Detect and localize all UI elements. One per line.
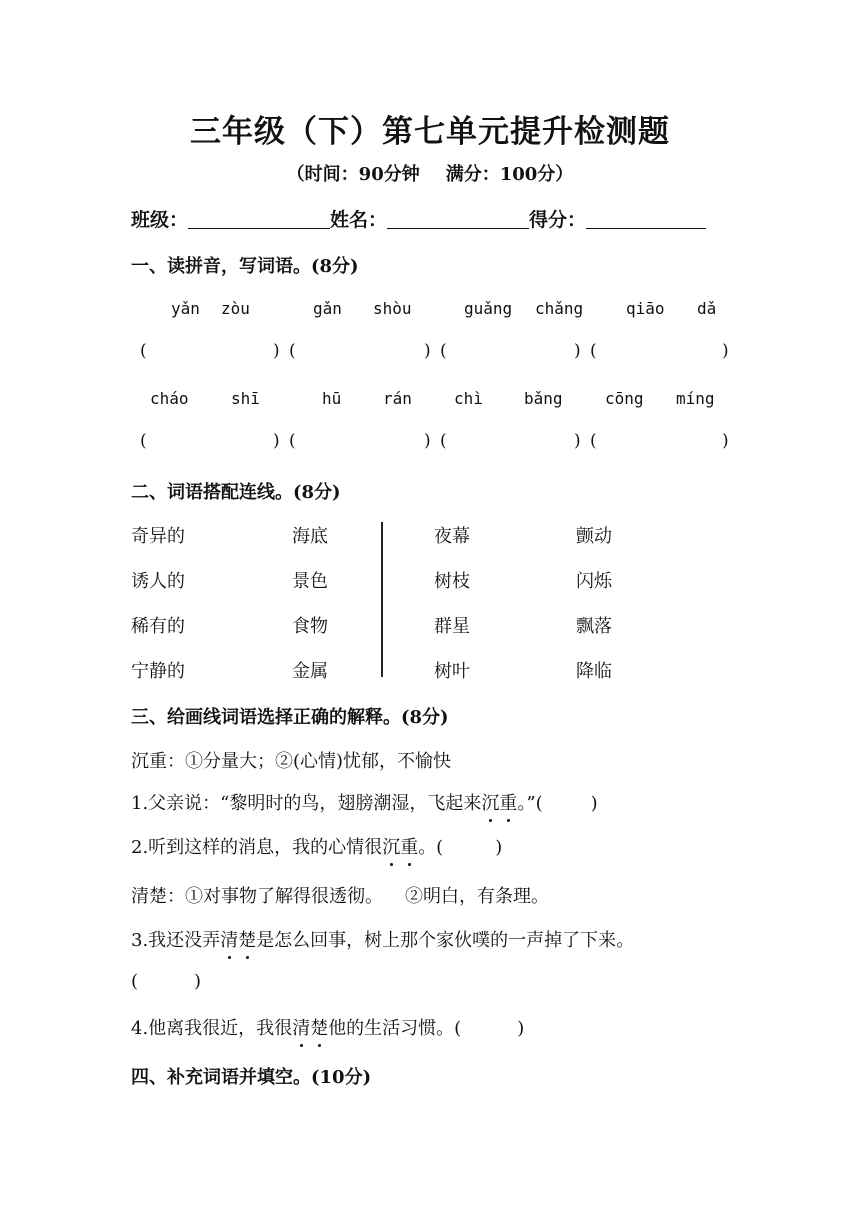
exam-full-score: 满分：100分） <box>445 164 574 185</box>
pinyin: chì <box>454 389 483 408</box>
score-blank[interactable] <box>586 208 706 229</box>
definition-qingchu: 清楚：①对事物了解得很透彻。 ②明白，有条理。 <box>131 886 549 907</box>
definition-chenzhong: 沉重：①分量大；②(心情)忧郁，不愉快 <box>131 751 452 772</box>
match-word[interactable]: 宁静的 <box>131 661 185 682</box>
question-1: 1.父亲说：“黎明时的鸟，翅膀潮湿，飞起来沉重。”( ) <box>131 789 598 815</box>
match-word[interactable]: 群星 <box>434 616 470 637</box>
dotted-char: 重 <box>400 833 418 859</box>
question-3: 3.我还没弄清楚是怎么回事，树上那个家伙噗的一声掉了下来。 <box>131 926 634 952</box>
answer-paren-open: ( <box>289 341 296 361</box>
section2-heading: 二、词语搭配连线。(8分) <box>131 482 341 503</box>
dotted-char: 重 <box>499 789 517 815</box>
pinyin: shòu <box>373 299 412 318</box>
question-4: 4.他离我很近，我很清楚他的生活习惯。( ) <box>131 1014 524 1040</box>
match-word[interactable]: 颤动 <box>576 526 612 547</box>
name-blank[interactable] <box>387 208 529 229</box>
match-word[interactable]: 奇异的 <box>131 526 185 547</box>
answer-paren-close: ) <box>273 431 280 451</box>
pinyin: chǎng <box>535 299 584 318</box>
match-word[interactable]: 诱人的 <box>131 571 185 592</box>
answer-paren-open: ( <box>289 431 296 451</box>
answer-paren-close: ) <box>574 431 581 451</box>
exam-meta <box>0 160 860 186</box>
question-2: 2.听到这样的消息，我的心情很沉重。( ) <box>131 833 502 859</box>
match-word[interactable]: 夜幕 <box>434 526 470 547</box>
dotted-char: 清 <box>292 1014 310 1040</box>
answer-paren-open: ( <box>590 341 597 361</box>
pinyin: guǎng <box>464 299 513 318</box>
section1-heading: 一、读拼音，写词语。(8分) <box>131 256 359 277</box>
answer-paren-close: ) <box>722 431 729 451</box>
dotted-char: 楚 <box>238 926 256 952</box>
match-word[interactable]: 树枝 <box>434 571 470 592</box>
pinyin: qiāo <box>626 299 665 318</box>
pinyin: rán <box>383 389 412 408</box>
pinyin: cháo <box>150 389 189 408</box>
answer-paren-close: ) <box>273 341 280 361</box>
exam-time: （时间：90分钟 <box>286 164 420 185</box>
pinyin: yǎn <box>171 299 200 318</box>
match-word[interactable]: 降临 <box>576 661 612 682</box>
dotted-char: 沉 <box>382 833 400 859</box>
dotted-char: 清 <box>220 926 238 952</box>
question-3-answer: ( ) <box>131 971 202 992</box>
answer-paren-close: ) <box>424 431 431 451</box>
name-label: 姓名： <box>330 209 388 231</box>
match-word[interactable]: 食物 <box>292 616 328 637</box>
dotted-char: 沉 <box>481 789 499 815</box>
class-label: 班级： <box>131 209 189 231</box>
answer-paren-open: ( <box>440 431 447 451</box>
pinyin: cōng <box>605 389 644 408</box>
pinyin: gǎn <box>313 299 342 318</box>
answer-paren-close: ) <box>722 341 729 361</box>
score-label: 得分： <box>529 209 587 231</box>
answer-paren-open: ( <box>140 431 147 451</box>
match-word[interactable]: 闪烁 <box>576 571 612 592</box>
column-divider <box>381 522 383 677</box>
match-word[interactable]: 海底 <box>292 526 328 547</box>
answer-paren-close: ) <box>424 341 431 361</box>
match-word[interactable]: 景色 <box>292 571 328 592</box>
page-title: 三年级（下）第七单元提升检测题 <box>190 114 670 150</box>
match-word[interactable]: 飘落 <box>576 616 612 637</box>
section4-heading: 四、补充词语并填空。(10分) <box>131 1067 372 1088</box>
pinyin: zòu <box>221 299 250 318</box>
student-info-line <box>131 205 706 232</box>
pinyin: míng <box>676 389 715 408</box>
pinyin: hū <box>322 389 342 408</box>
pinyin: bǎng <box>524 389 563 408</box>
section3-heading: 三、给画线词语选择正确的解释。(8分) <box>131 707 449 728</box>
pinyin: dǎ <box>697 299 717 318</box>
match-word[interactable]: 树叶 <box>434 661 470 682</box>
answer-paren-open: ( <box>440 341 447 361</box>
class-blank[interactable] <box>188 208 330 229</box>
match-word[interactable]: 金属 <box>292 661 328 682</box>
match-word[interactable]: 稀有的 <box>131 616 185 637</box>
answer-paren-open: ( <box>590 431 597 451</box>
pinyin: shī <box>231 389 260 408</box>
answer-paren-open: ( <box>140 341 147 361</box>
dotted-char: 楚 <box>310 1014 328 1040</box>
answer-paren-close: ) <box>574 341 581 361</box>
